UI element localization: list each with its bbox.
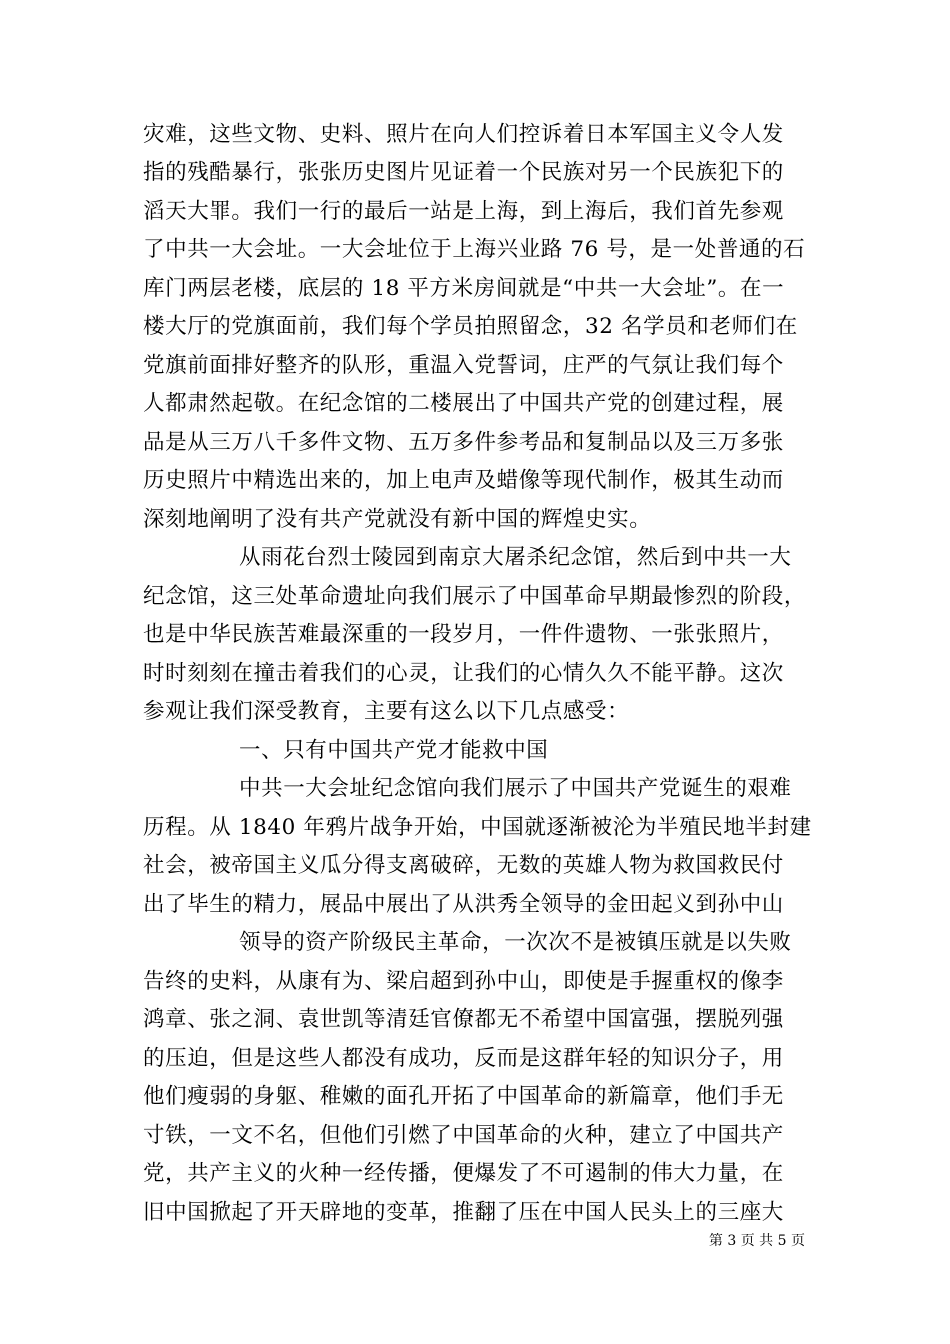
text-line: 历程。从 1840 年鸦片战争开始，中国就逐渐被沦为半殖民地半封建 <box>143 815 812 840</box>
text-line: 党，共产主义的火种一经传播，便爆发了不可遏制的伟大力量，在 <box>143 1161 784 1186</box>
text-line: 品是从三万八千多件文物、五万多件参考品和复制品以及三万多张 <box>143 430 784 455</box>
text-line: 寸铁，一文不名，但他们引燃了中国革命的火种，建立了中国共产 <box>143 1123 784 1148</box>
text-line: 指的残酷暴行，张张历史图片见证着一个民族对另一个民族犯下的 <box>143 160 784 185</box>
text-line: 时时刻刻在撞击着我们的心灵，让我们的心情久久不能平静。这次 <box>143 661 784 686</box>
paragraph-first-line: 从雨花台烈士陵园到南京大屠杀纪念馆，然后到中共一大 <box>239 545 792 570</box>
text-line: 也是中华民族苦难最深重的一段岁月，一件件遗物、一张张照片， <box>143 622 784 647</box>
text-line: 告终的史料，从康有为、梁启超到孙中山，即使是手握重权的像李 <box>143 969 784 994</box>
text-line: 滔天大罪。我们一行的最后一站是上海，到上海后，我们首先参观 <box>143 199 784 224</box>
text-line: 深刻地阐明了没有共产党就没有新中国的辉煌史实。 <box>143 507 652 532</box>
text-line: 出了毕生的精力，展品中展出了从洪秀全领导的金田起义到孙中山 <box>143 892 784 917</box>
text-line: 鸿章、张之洞、袁世凯等清廷官僚都无不希望中国富强，摆脱列强 <box>143 1007 784 1032</box>
text-line: 历史照片中精选出来的，加上电声及蜡像等现代制作，极其生动而 <box>143 468 784 493</box>
text-line: 的压迫，但是这些人都没有成功，反而是这群年轻的知识分子，用 <box>143 1046 784 1071</box>
section-heading: 一、只有中国共产党才能救中国 <box>239 738 549 763</box>
text-line: 他们瘦弱的身躯、稚嫩的面孔开拓了中国革命的新篇章，他们手无 <box>143 1084 784 1109</box>
text-line: 楼大厅的党旗面前，我们每个学员拍照留念，32 名学员和老师们在 <box>143 314 798 339</box>
text-line: 库门两层老楼，底层的 18 平方米房间就是“中共一大会址”。在一 <box>143 276 785 301</box>
text-line: 旧中国掀起了开天辟地的变革，推翻了压在中国人民头上的三座大 <box>143 1200 784 1225</box>
text-line: 纪念馆，这三处革命遗址向我们展示了中国革命早期最惨烈的阶段， <box>143 584 807 609</box>
text-line: 社会，被帝国主义瓜分得支离破碎，无数的英雄人物为救国救民付 <box>143 853 784 878</box>
page-number-footer: 第 3 页 共 5 页 <box>708 1233 805 1249</box>
text-line: 灾难，这些文物、史料、照片在向人们控诉着日本军国主义令人发 <box>143 122 784 147</box>
paragraph-first-line: 领导的资产阶级民主革命，一次次不是被镇压就是以失败 <box>239 930 792 955</box>
paragraph-first-line: 中共一大会址纪念馆向我们展示了中国共产党诞生的艰难 <box>239 776 792 801</box>
text-line: 人都肃然起敬。在纪念馆的二楼展出了中国共产党的创建过程，展 <box>143 391 784 416</box>
text-line: 了中共一大会址。一大会址位于上海兴业路 76 号，是一处普通的石 <box>143 237 806 262</box>
text-line: 党旗前面排好整齐的队形，重温入党誓词，庄严的气氛让我们每个 <box>143 353 784 378</box>
text-line: 参观让我们深受教育，主要有这么以下几点感受： <box>143 699 630 724</box>
